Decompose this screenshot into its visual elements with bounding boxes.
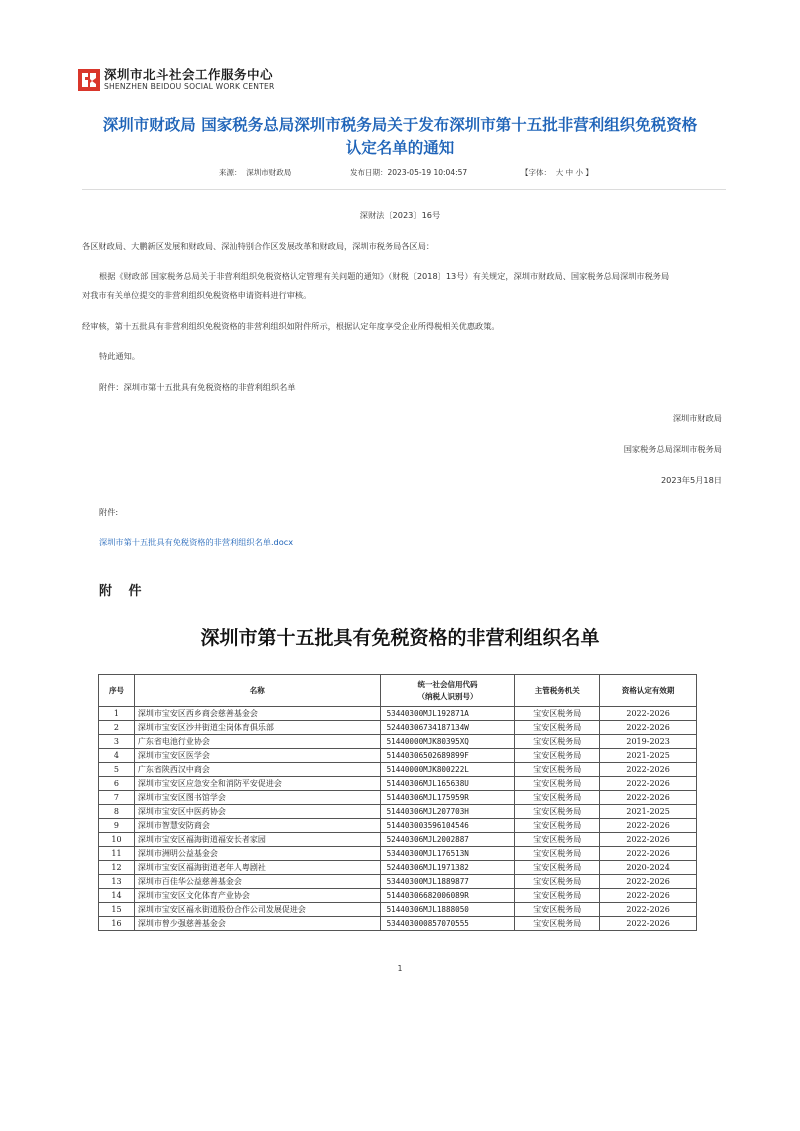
cell-credit-code: 51440306MJL207703H (380, 805, 515, 819)
sign-date: 2023年5月18日 (660, 475, 722, 485)
col-credit-code (380, 675, 515, 707)
signer-tax-bureau: 国家税务总局深圳市税务局 (623, 444, 722, 454)
header-divider (82, 189, 726, 190)
cell-tax-authority: 宝安区税务局 (515, 707, 600, 721)
cell-index: 15 (99, 903, 135, 917)
meta-source (219, 167, 291, 178)
col-name: 名称 (134, 675, 380, 707)
cell-credit-code: 53440300MJL176513N (380, 847, 515, 861)
table-row (99, 777, 697, 791)
cell-index: 5 (99, 763, 135, 777)
cell-credit-code: 51440300359610454​6 (380, 819, 515, 833)
cell-validity: 2022-2026 (600, 819, 697, 833)
attachment-download-link[interactable]: 深圳市第十五批具有免税资格的非营利组织名单.docx (99, 537, 294, 547)
cell-credit-code: 52440306MJL1971382 (380, 861, 515, 875)
title-line-2: 认定名单的通知 (345, 139, 455, 157)
table-row (99, 917, 697, 931)
cell-tax-authority: 宝安区税务局 (515, 805, 600, 819)
nonprofit-table (98, 674, 697, 931)
cell-validity: 2020-2024 (600, 861, 697, 875)
addressees: 各区财政局、大鹏新区发展和财政局、深汕特别合作区发展改革和财政局，深圳市税务局各区局： (82, 241, 435, 251)
cell-tax-authority: 宝安区税务局 (515, 847, 600, 861)
cell-index: 3 (99, 735, 135, 749)
cell-name: 深圳市洲明公益基金会 (134, 847, 380, 861)
col-credit-code-line1: 统一社会信用代码 (417, 679, 478, 689)
signer-finance-bureau: 深圳市财政局 (672, 413, 722, 423)
table-header-row (99, 675, 697, 707)
cell-tax-authority: 宝安区税务局 (515, 889, 600, 903)
cell-name: 深圳市宝安区中医药协会 (134, 805, 380, 819)
table-row (99, 833, 697, 847)
cell-name: 深圳市宝安区福永街道股份合作公司发展促进会 (134, 903, 380, 917)
cell-index: 1 (99, 707, 135, 721)
table-row (99, 805, 697, 819)
source-label: 来源： (219, 168, 242, 177)
cell-index: 7 (99, 791, 135, 805)
cell-tax-authority: 宝安区税务局 (515, 749, 600, 763)
cell-validity: 2022-2026 (600, 875, 697, 889)
cell-name: 深圳市宝安区西乡商会慈善基金会 (134, 707, 380, 721)
table-row (99, 889, 697, 903)
cell-validity: 2019-2023 (600, 735, 697, 749)
table-row (99, 721, 697, 735)
font-size-options[interactable]: 大 中 小 】 (555, 168, 593, 177)
cell-tax-authority: 宝安区税务局 (515, 791, 600, 805)
date-value: 2023-05-19 10:04:57 (387, 168, 468, 177)
cell-credit-code: 51440306MJL175959R (380, 791, 515, 805)
font-label: 【字体： (521, 168, 551, 177)
cell-credit-code: 51440306682006089R (380, 889, 515, 903)
date-label: 发布日期： (350, 168, 388, 177)
cell-credit-code: 51440000MJK800222L (380, 763, 515, 777)
cell-validity: 2021-2025 (600, 805, 697, 819)
cell-index: 12 (99, 861, 135, 875)
cell-credit-code: 52440306MJL2002887 (380, 833, 515, 847)
org-name-en: SHENZHEN BEIDOU SOCIAL WORK CENTER (104, 82, 275, 91)
notice-end: 特此通知。 (99, 351, 140, 361)
cell-validity: 2022-2026 (600, 721, 697, 735)
table-row (99, 749, 697, 763)
cell-tax-authority: 宝安区税务局 (515, 735, 600, 749)
cell-credit-code: 51440306502689899F (380, 749, 515, 763)
table-row (99, 707, 697, 721)
cell-credit-code: 51440000MJK80395XQ (380, 735, 515, 749)
cell-name: 深圳市曾少强慈善基金会 (134, 917, 380, 931)
cell-credit-code: 53440300MJL1889877 (380, 875, 515, 889)
cell-index: 16 (99, 917, 135, 931)
cell-name: 深圳市宝安区医学会 (134, 749, 380, 763)
cell-name: 深圳市宝安区图书馆学会 (134, 791, 380, 805)
col-index: 序号 (99, 675, 135, 707)
font-size-control[interactable] (521, 167, 593, 178)
cell-index: 11 (99, 847, 135, 861)
paragraph-1-line-2: 对我市有关单位提交的非营利组织免税资格申请资料进行审核。 (82, 290, 312, 300)
cell-tax-authority: 宝安区税务局 (515, 861, 600, 875)
cell-index: 8 (99, 805, 135, 819)
cell-tax-authority: 宝安区税务局 (515, 819, 600, 833)
cell-tax-authority: 宝安区税务局 (515, 833, 600, 847)
table-row (99, 847, 697, 861)
table-row (99, 861, 697, 875)
cell-name: 深圳市百佳华公益慈善基金会 (134, 875, 380, 889)
cell-credit-code: 51440306MJL1888050 (380, 903, 515, 917)
cell-name: 深圳市宝安区文化体育产业协会 (134, 889, 380, 903)
annex-label: 附 件 (99, 584, 148, 599)
cell-tax-authority: 宝安区税务局 (515, 875, 600, 889)
cell-validity: 2021-2025 (600, 749, 697, 763)
cell-index: 4 (99, 749, 135, 763)
cell-validity: 2022-2026 (600, 833, 697, 847)
title-line-1: 深圳市财政局 国家税务总局深圳市税务局关于发布深圳市第十五批非营利组织免税资格 (102, 116, 698, 134)
col-tax-authority: 主管税务机关 (515, 675, 600, 707)
cell-name: 深圳市宝安区福海街道福安长者家园 (134, 833, 380, 847)
cell-index: 13 (99, 875, 135, 889)
article-title (60, 114, 740, 160)
col-validity: 资格认定有效期 (600, 675, 697, 707)
paragraph-1-line-1: 根据《财政部 国家税务总局关于非营利组织免税资格认定管理有关问题的通知》（财税〔2018〕13号）有关规定，深圳市财政局、国家税务总局深圳市税务局 (99, 271, 670, 281)
cell-validity: 2022-2026 (600, 847, 697, 861)
paragraph-2: 经审核，第十五批具有非营利组织免税资格的非营利组织如附件所示，根据认定年度享受企业所得税相关优惠政策。 (82, 321, 500, 331)
cell-index: 14 (99, 889, 135, 903)
table-row (99, 763, 697, 777)
cell-validity: 2022-2026 (600, 917, 697, 931)
cell-credit-code: 53440300MJL192871A (380, 707, 515, 721)
annex-title: 深圳市第十五批具有免税资格的非营利组织名单 (200, 627, 600, 649)
cell-validity: 2022-2026 (600, 777, 697, 791)
cell-tax-authority: 宝安区税务局 (515, 917, 600, 931)
cell-name: 深圳市宝安区沙井街道尘岗体育俱乐部 (134, 721, 380, 735)
cell-index: 10 (99, 833, 135, 847)
cell-tax-authority: 宝安区税务局 (515, 721, 600, 735)
cell-validity: 2022-2026 (600, 903, 697, 917)
table-row (99, 903, 697, 917)
cell-name: 广东省电池行业协会 (134, 735, 380, 749)
cell-index: 2 (99, 721, 135, 735)
cell-tax-authority: 宝安区税务局 (515, 777, 600, 791)
meta-date (350, 167, 467, 178)
source-value: 深圳市财政局 (246, 168, 292, 177)
attachment-note: 附件：深圳市第十五批具有免税资格的非营利组织名单 (99, 382, 296, 392)
cell-validity: 2022-2026 (600, 889, 697, 903)
beidou-logo-icon (78, 69, 100, 91)
org-logo[interactable] (78, 68, 275, 92)
attachment-label: 附件: (99, 507, 119, 517)
cell-name: 深圳市宝安区福海街道老年人粤剧社 (134, 861, 380, 875)
cell-credit-code: 52440306734187134W (380, 721, 515, 735)
col-credit-code-line2: （纳税人识别号） (417, 691, 478, 701)
page-number: 1 (397, 964, 403, 973)
table-row (99, 819, 697, 833)
cell-index: 9 (99, 819, 135, 833)
cell-index: 6 (99, 777, 135, 791)
cell-tax-authority: 宝安区税务局 (515, 903, 600, 917)
cell-validity: 2022-2026 (600, 707, 697, 721)
table-row (99, 735, 697, 749)
cell-credit-code: 53440300085707055​5 (380, 917, 515, 931)
cell-name: 广东省陕西汉中商会 (134, 763, 380, 777)
cell-name: 深圳市宝安区应急安全和消防平安促进会 (134, 777, 380, 791)
org-name-cn: 深圳市北斗社会工作服务中心 (104, 67, 274, 82)
cell-credit-code: 51440306MJL165638U (380, 777, 515, 791)
table-row (99, 791, 697, 805)
cell-tax-authority: 宝安区税务局 (515, 763, 600, 777)
cell-validity: 2022-2026 (600, 791, 697, 805)
doc-number: 深财法〔2023〕16号 (359, 210, 441, 220)
cell-validity: 2022-2026 (600, 763, 697, 777)
table-row (99, 875, 697, 889)
cell-name: 深圳市智慧安防商会 (134, 819, 380, 833)
